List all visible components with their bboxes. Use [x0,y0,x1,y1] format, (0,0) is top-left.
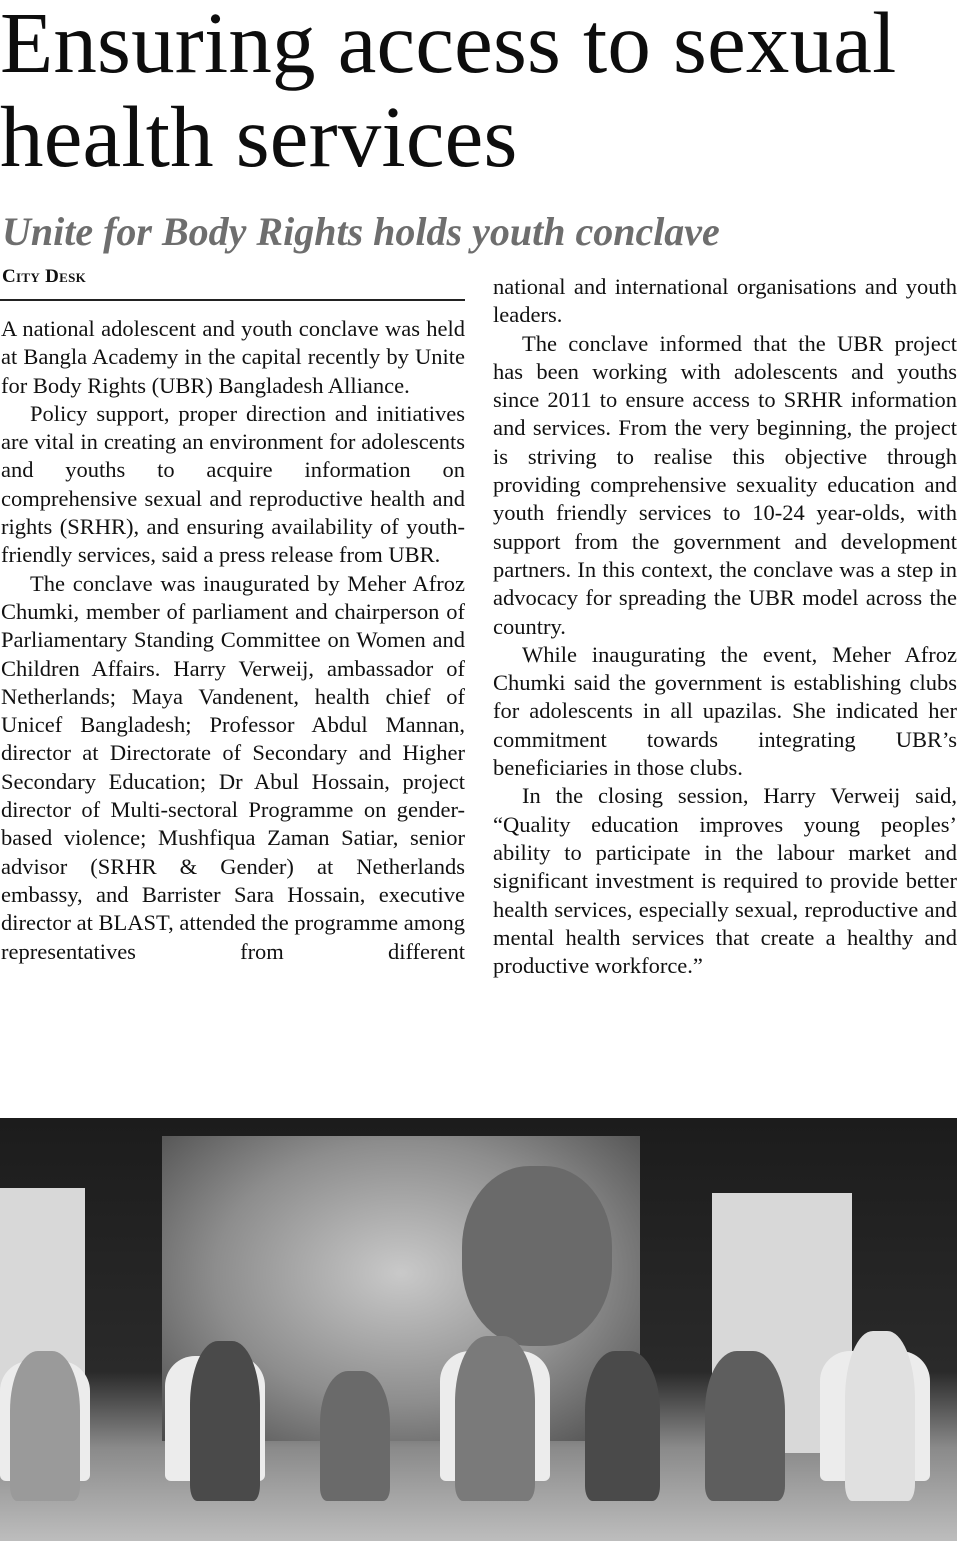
panelist [320,1371,390,1501]
article-column-left [1,315,465,966]
panelist [190,1341,260,1501]
panelist [845,1331,915,1501]
paragraph: national and international organisations and youth leaders. [493,274,957,328]
paragraph: Policy support, proper direction and initiatives are vital in creating an environment for adolescents and youths to acquire information on comprehensive sexual and reproductive health and rights (SRHR), and ensuring availability of youth-friendly services, said a press release from UBR. [1,400,465,568]
panelist [705,1351,785,1501]
panelist [585,1351,660,1501]
byline: City Desk [2,266,87,287]
headline [0,0,957,184]
paragraph: The conclave was inaugurated by Meher Afroz Chumki, member of parliament and chairperson of Parliamentary Standing Committee on Women and Children Affairs. Harry Verweij, ambassador of Netherlands; Maya Vandenent, health chief of Unicef Bangladesh; Professor Abdul Mannan, director at Directorate of Secondary and Higher Secondary Education; Dr Abul Hossain, project director of Multi-sectoral Programme on gender-based violence; Mushfiqua Zaman Satiar, senior advisor (SRHR & Gender) at Netherlands embassy, and Barrister Sara Hossain, executive director at BLAST, attended the programme among representatives from different [1,570,465,964]
speaker-on-screen [462,1166,612,1346]
paragraph: The conclave informed that the UBR project has been working with adolescents and youths since 2011 to ensure access to SRHR information and services. From the very beginning, the project is striving to realise this objective through providing comprehensive sexuality education and youth friendly services to 10-24 year-olds, with support from the government and development partners. In this context, the conclave was a step in advocacy for spreading the UBR model across the country. [493,330,957,639]
paragraph: In the closing session, Harry Verweij said, “Quality education improves young peoples’ ability to participate in the labour market and significant investment is required to provide better health services, especially sexual, reproductive and mental health services that create a healthy and productive workforce.” [493,783,957,979]
paragraph: While inaugurating the event, Meher Afroz Chumki said the government is establishing clubs for adolescents in all upazilas. She indicated her commitment towards integrating UBR’s beneficiaries in those clubs. [493,641,957,781]
article-column-right [493,273,957,980]
panelist [455,1336,535,1501]
byline-divider [0,299,465,301]
conclave-photo [0,1118,957,1541]
panelist [10,1351,80,1501]
headline-line-1: Ensuring access to sexual [0,0,897,91]
paragraph: A national adolescent and youth conclave was held at Bangla Academy in the capital recently by Unite for Body Rights (UBR) Bangladesh Alliance. [1,316,465,398]
subheadline: Unite for Body Rights holds youth conclave [2,209,720,254]
headline-line-2: health services [0,88,518,185]
